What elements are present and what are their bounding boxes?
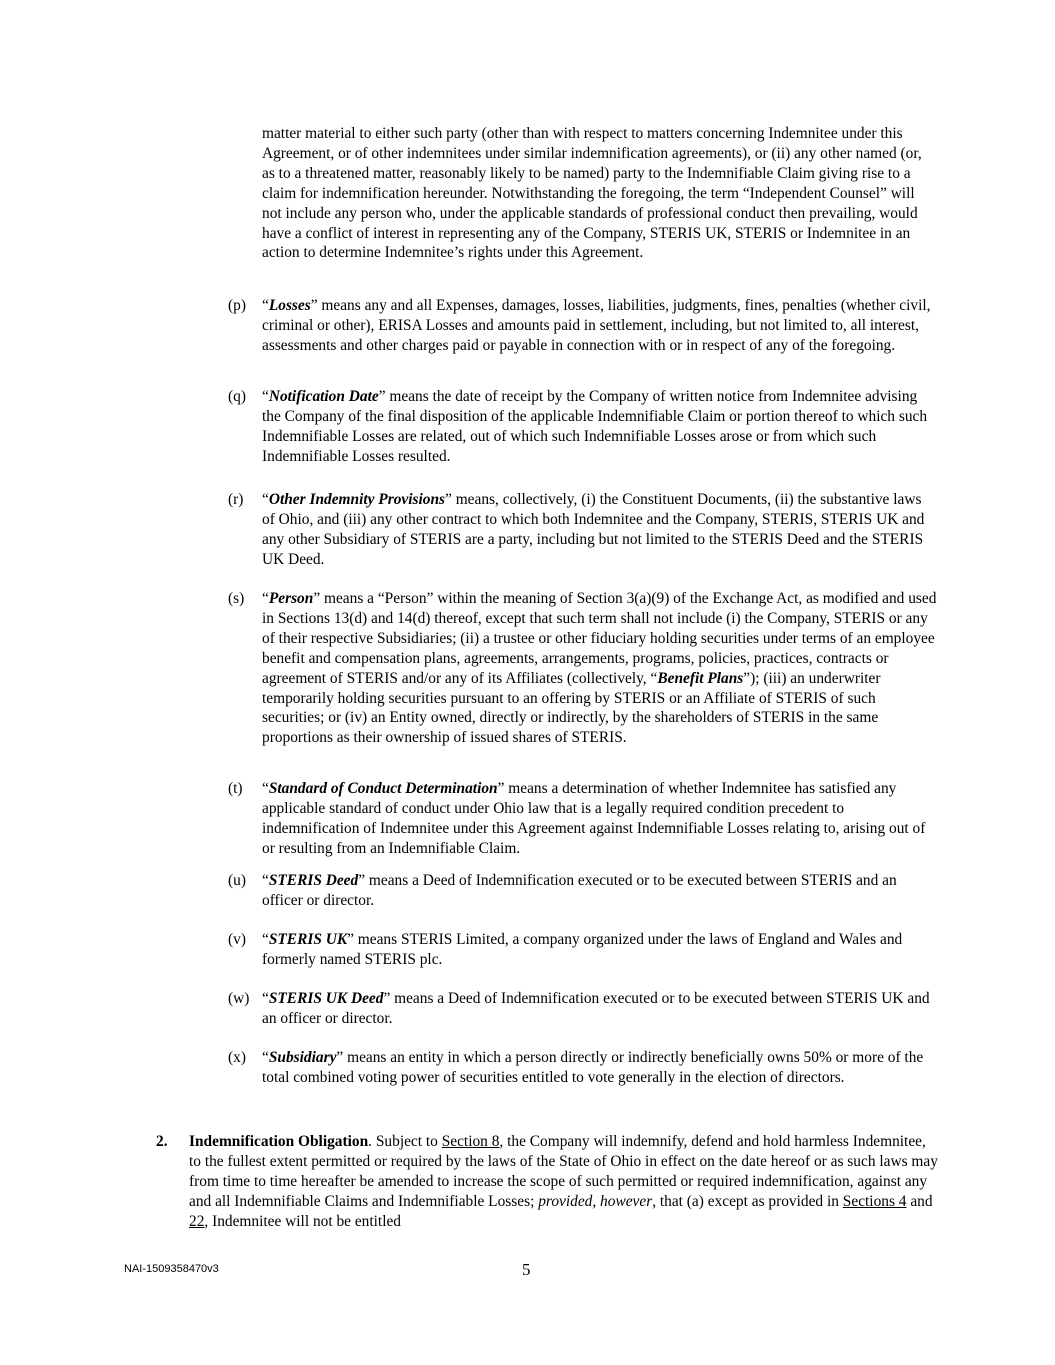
definition-label: (s) (228, 590, 245, 607)
definition-p: (p) “Losses” means any and all Expenses, damages, losses, liabilities, judgments, fines, penalties (whether civil, criminal or other), ERISA Losses and amounts paid in settlement, including, but not limited to, all interest, assessments and other charges paid or payable in connection with or in respect of any of the foregoing. (228, 297, 931, 354)
defined-term: STERIS Deed (268, 872, 359, 889)
definition-v: (v) “STERIS UK” means STERIS Limited, a company organized under the laws of England and Wales and formerly named STERIS plc. (228, 931, 903, 968)
document-id: NAI-1509358470v3 (124, 1263, 219, 1275)
definition-label: (t) (228, 780, 243, 797)
defined-term: Other Indemnity Provisions (268, 491, 446, 508)
definition-w: (w) “STERIS UK Deed” means a Deed of Indemnification executed or to be executed between STERIS UK and an officer or director. (228, 990, 930, 1027)
defined-term: Subsidiary (268, 1049, 337, 1066)
definition-label: (p) (228, 297, 246, 314)
defined-term: STERIS UK (268, 931, 348, 948)
defined-term: Benefit Plans (657, 669, 744, 687)
definition-label: (v) (228, 931, 246, 948)
section-heading: Indemnification Obligation (189, 1133, 369, 1150)
definition-label: (x) (228, 1049, 246, 1066)
section-number: 2. (156, 1133, 168, 1150)
defined-term: Person (268, 590, 314, 607)
definition-label: (r) (228, 491, 244, 508)
definition-u: (u) “STERIS Deed” means a Deed of Indemnification executed or to be executed between STERIS and an officer or director. (228, 872, 897, 909)
definition-t: (t) “Standard of Conduct Determination” means a determination of whether Indemnitee has satisfied any applicable standard of conduct under Ohio law that is a legally required condition precedent to indemnification of Indemnitee under this Agreement against Indemnifiable Losses relating to, arising out of or resulting from an Indemnifiable Claim. (228, 780, 926, 857)
defined-term: Standard of Conduct Determination (268, 780, 498, 797)
cross-reference-link[interactable]: 22 (189, 1212, 205, 1230)
page-number: 5 (522, 1260, 531, 1279)
definition-q: (q) “Notification Date” means the date of receipt by the Company of written notice from Indemnitee advising the Company of the final disposition of the applicable Indemnifiable Claim or portion thereof to which such Indemnifiable Losses are related, out of which such Indemnifiable Losses arose or from which such Indemnifiable Losses resulted. (228, 388, 928, 465)
continued-paragraph: matter material to either such party (other than with respect to matters concerning Indemnitee under this Agreement, or of other indemnitees under similar indemnification agreements), or (ii) any other named (or, as to a threatened matter, reasonably likely to be named) party to the Indemnifiable Claim giving rise to a claim for indemnification hereunder. Notwithstanding the foregoing, the term “Independent Counsel” will not include any person who, under the applicable standards of professional conduct then prevailing, would have a conflict of interest in representing any of the Company, STERIS UK, STERIS or Indemnitee in an action to determine Indemnitee’s rights under this Agreement. (262, 125, 922, 262)
cross-reference-link[interactable]: Section 8 (441, 1133, 500, 1150)
definition-s: (s) “Person” means a “Person” within the meaning of Section 3(a)(9) of the Exchange Act, as modified and used in Sections 13(d) and 14(d) thereof, except that such term shall not include (i) the Company, STERIS or any of their respective Subsidiaries; (ii) a trustee or other fiduciary holding securities under terms of an employee benefit and compensation plans, agreements, arrangements, programs, policies, practices, contracts or agreement of STERIS and/or any of its Affiliates (collectively, “Benefit Plans”); (iii) an underwriter temporarily holding securities pursuant to an offering by STERIS or an Affiliate of STERIS of such securities; or (iv) an Entity owned, directly or indirectly, by the shareholders of STERIS in the same proportions as their ownership of issued shares of STERIS. (228, 590, 937, 747)
defined-term: Notification Date (268, 388, 379, 405)
definition-r: (r) “Other Indemnity Provisions” means, collectively, (i) the Constituent Documents, (ii) the substantive laws of Ohio, and (iii) any other contract to which both Indemnitee and the Company, STERIS, STERIS UK and any other Subsidiary of STERIS are a party, including but not limited to the STERIS Deed and the STERIS UK Deed. (228, 491, 925, 568)
cross-reference-link[interactable]: Sections 4 (842, 1192, 907, 1210)
definition-x: (x) “Subsidiary” means an entity in which a person directly or indirectly beneficially owns 50% or more of the total combined voting power of securities entitled to vote generally in the election of directors. (228, 1049, 924, 1086)
defined-term: STERIS UK Deed (268, 990, 384, 1007)
definition-label: (q) (228, 388, 246, 405)
definition-label: (w) (228, 990, 250, 1007)
definition-label: (u) (228, 872, 246, 889)
section-2: 2. Indemnification Obligation. Subject to Section 8, the Company will indemnify, defend and hold harmless Indemnitee, to the fullest extent permitted or required by the laws of the State of Ohio in effect on the date hereof or as such laws may from time to time hereafter be amended to increase the scope of such permitted or required indemnification, against any and all Indemnifiable Claims and Indemnifiable Losses; provided, however, that (a) except as provided in Sections 4 and 22, Indemnitee will not be entitled (156, 1133, 938, 1230)
defined-term: Losses (268, 297, 311, 314)
